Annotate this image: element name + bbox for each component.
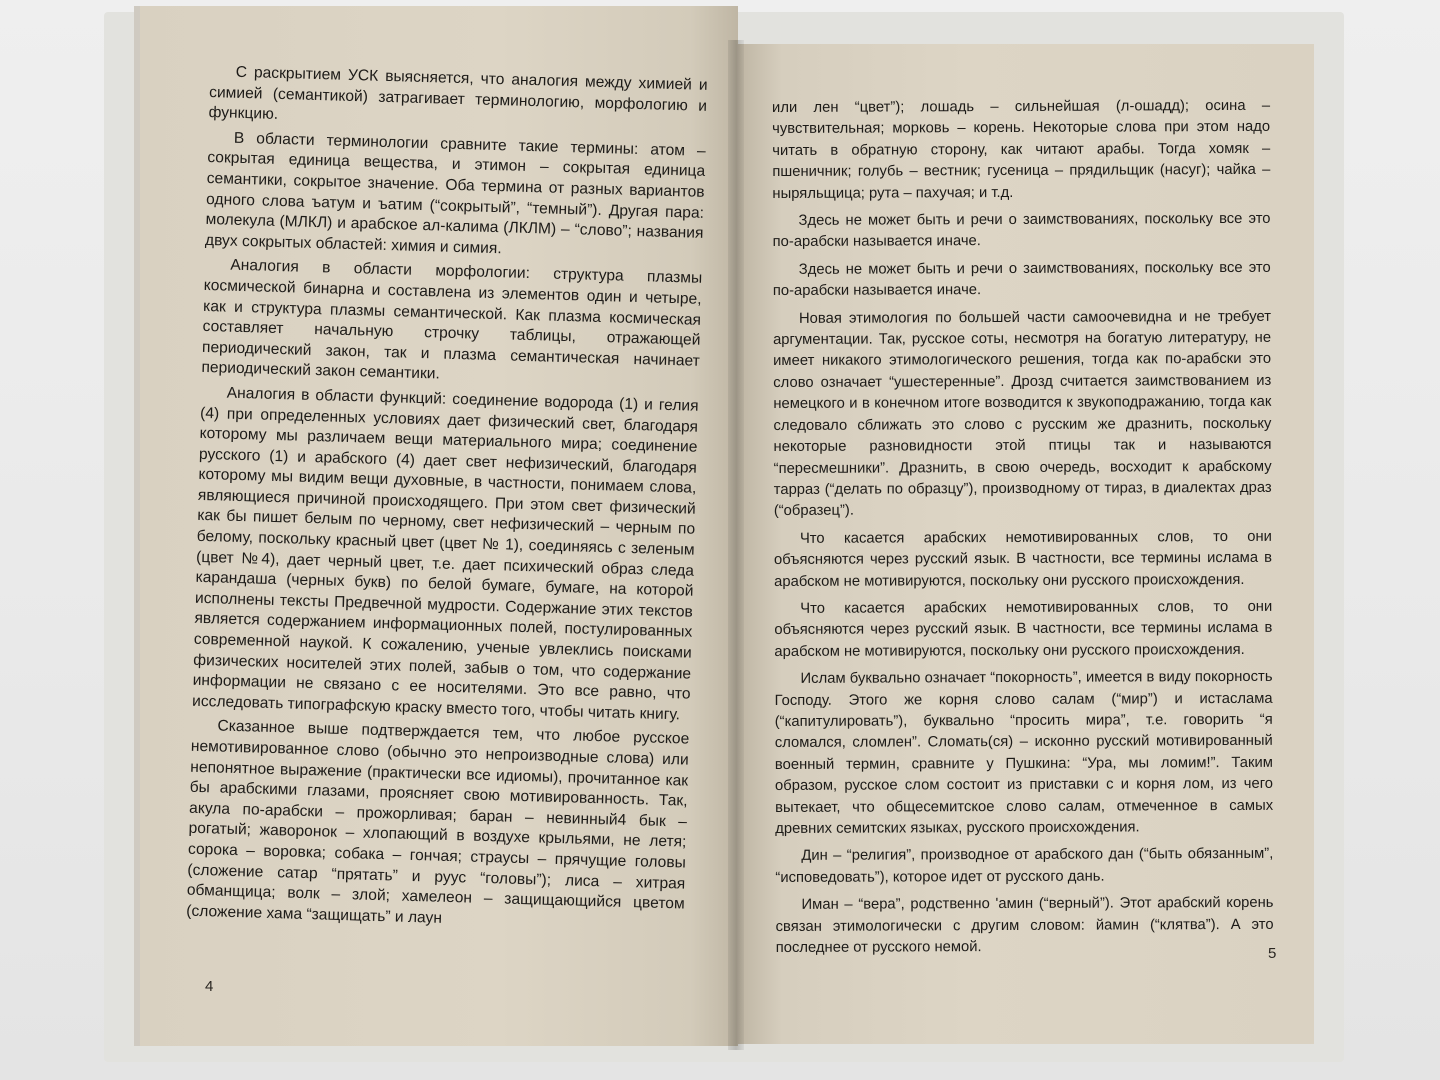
- right-paragraph-2: Здесь не может быть и речи о заимствованиях, поскольку все это по-арабски называется иначе.: [772, 210, 1271, 251]
- right-page-text: [772, 96, 1277, 966]
- right-page-number: 5: [1268, 945, 1277, 962]
- right-paragraph-7: Ислам буквально означает “покорность”, имеется в виду покорность Господу. Этого же корня слово салам (“мир”) и истаслама (“капитулировать”), буквально “просить мира”, т.е. говорить “я сломался, сломлен”. Сломать(ся) – исконно русский мотивированный военный термин, сравните у Пушкина: “Ура, мы ломим!”. Таким образом, русское слом состоит из приставки с и корня лом, из чего вытекает, что общесемитское слово салам, отмеченное в самых древних семитских языках, русского происхождения.: [774, 668, 1274, 837]
- right-paragraph-3: Здесь не может быть и речи о заимствованиях, поскольку все это по-арабски называется иначе.: [772, 259, 1271, 300]
- left-paragraph-3: Аналогия в области морфологии: структура плазмы космической бинарна и составлена из элементов один и четыре, как и структура плазмы семантической. Как плазма космическая составляет начальную строчку таблицы, отражающей периодический закон, так и плазма семантическая начинает периодический закон семантики.: [201, 256, 703, 383]
- left-page-number: 4: [205, 978, 214, 995]
- left-paragraph-5: Сказанное выше подтверждается тем, что любое русское немотивированное слово (обычно это непроизводные слова) или непонятное выражение (практически все идиомы), прочитанное как бы арабскими глазами, проясняет свою мотивированность. Так, акула по-арабски – прожорливая; баран – невинный4 бык – рогатый; жаворонок – хлопающий в воздухе крыльями, не летя; сорока – воровка; собака – гончая; страусы – прячущие головы (сложение сатар “прятать” и руус “головы”); лиса – хитрая обманщица; волк – злой; хамелеон – защищающийся цветом (сложение хама “защищать” и лаун: [186, 717, 690, 927]
- right-paragraph-5: Что касается арабских немотивированных слов, то они объясняются через русский язык. В частности, все термины ислама в арабском не мотивируются, поскольку они русского происхождения.: [773, 528, 1273, 590]
- left-page-text: [186, 62, 708, 940]
- left-paragraph-4: Аналогия в области функций: соединение водорода (1) и гелия (4) при определенных условиях дает физический свет, благодаря которому мы различаем вещи материального мира; соединение русского (1) и арабского (4) дает свет нефизический, благодаря которому мы видим вещи духовные, в частности, понимаем слова, являющиеся причиной происходящего. При этом свет физический как бы пишет белым по черному, свет нефизический – черным по белому, поскольку красный цвет (цвет № 1), соединяясь с зеленым (цвет №4), дает черный цвет, т.е. дает психический образ следа карандаша (черных букв) по белой бумаге, бумаге, на которой исполнены тексты Предвечной мудрости. Содержание этих текстов является содержанием информационных полей, постулированных современной наукой. К сожалению, ученые увлеклись поисками физических носителей этих полей, забыв о том, что содержание информации не связано с ее носителями. Это все равно, что исследовать типографскую краску вместо того, чтобы читать книгу.: [191, 384, 699, 724]
- book-gutter: [728, 40, 744, 1050]
- right-paragraph-1: или лен “цвет”); лошадь – сильнейшая (л-ошадд); осина – чувствительная; морковь – корень. Некоторые слова при этом надо читать в обратную сторону, как читают арабы. Тогда хомяк – пшеничник; голубь – вестник; гусеница – прядильщик (насуг); чайка – ныряльщица; рута – пахучая; и т.д.: [772, 97, 1271, 202]
- left-paragraph-1: С раскрытием УСК выясняется, что аналогия между химией и симией (семантикой) затрагивает терминологию, морфологию и функцию.: [208, 63, 708, 124]
- right-paragraph-6: Что касается арабских немотивированных слов, то они объясняются через русский язык. В частности, все термины ислама в арабском не мотивируются, поскольку они русского происхождения.: [774, 598, 1273, 660]
- right-paragraph-8: Дин – “религия”, производное от арабского дан (“быть обязанным”, “исповедовать”), которое идет от русского дань.: [775, 846, 1274, 886]
- left-paragraph-2: В области терминологии сравните такие термины: атом – сокрытая единица вещества, и этимон – сокрытая единица семантики, сокрытое значение. Оба термина от разных вариантов одного слова ъатум и ъатим (“сокрытый”, “темный”). Другая пара: молекула (МЛКЛ) и арабское ал-калима (ЛКЛМ) – “слово”; названия двух сокрытых областей: химия и симия.: [204, 129, 706, 257]
- right-paragraph-4: Новая этимология по большей части самоочевидна и не требует аргументации. Так, русское соты, несмотря на богатую литературу, не имеет никакого этимологического решения, тогда как по-арабски это слово означает “ушестеренные”. Дрозд считается заимствованием из немецкого и в конечном итоге возводится к звукоподражанию, тогда как следовало сближать это слово с русским же дразнить, поскольку некоторые разновидности этой птицы так и называются “пересмешники”. Дразнить, в свою очередь, восходит к арабскому тарраз (“делать по образцу”), производному от тираз, в диалектах драз (“образец”).: [773, 308, 1272, 520]
- right-paragraph-9: Иман – “вера”, родственно ʹамин (“верный”). Этот арабский корень связан этимологически с другим словом: йамин (“клятва”). А это последнее от русского немой.: [775, 895, 1274, 957]
